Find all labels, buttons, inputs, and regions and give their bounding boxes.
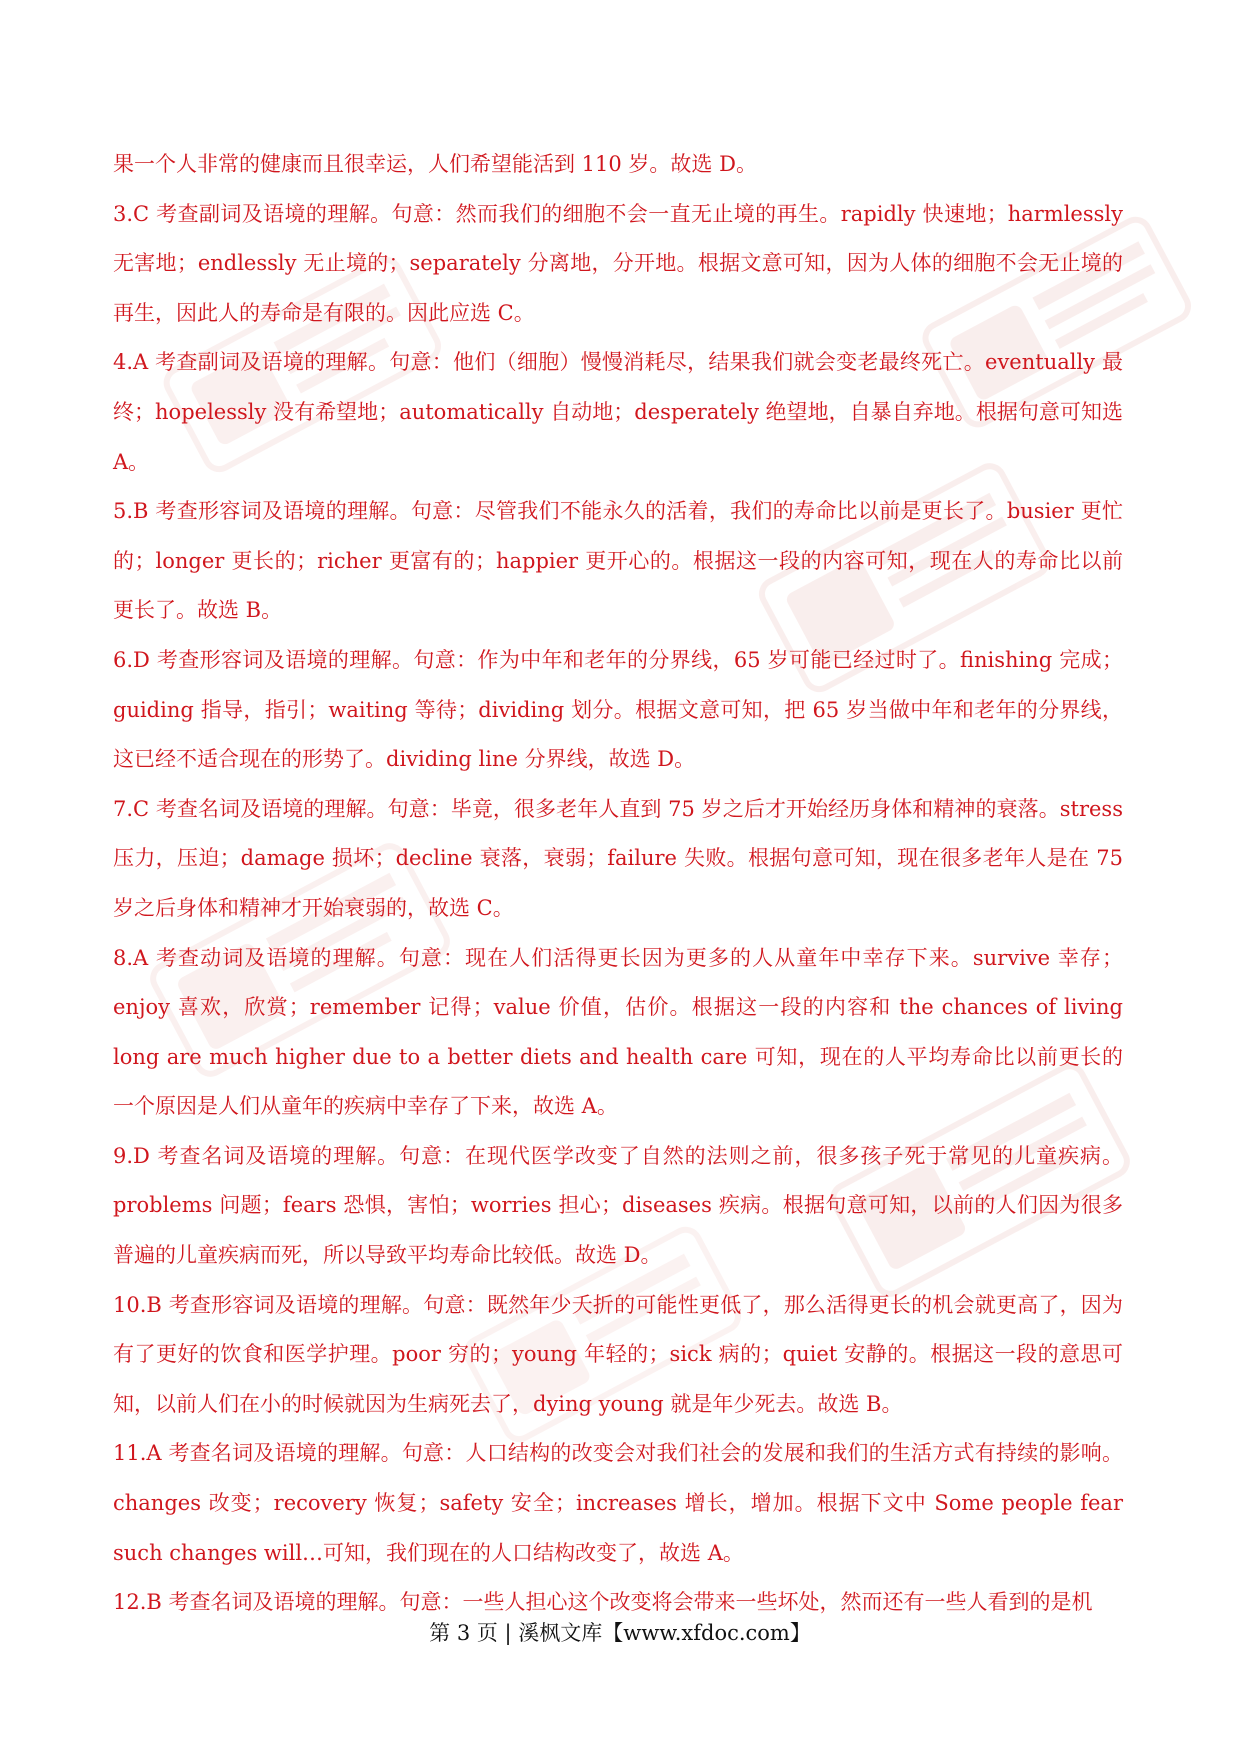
paragraph-answer-4: 4.A 考查副词及语境的理解。句意：他们（细胞）慢慢消耗尽，结果我们就会变老最终死亡。eventually 最终；hopelessly 没有希望地；automatically 自动地；desperately 绝望地，自暴自弃地。根据句意可知选 A。 (113, 350, 1123, 474)
paragraph-answer-12: 12.B 考查名词及语境的理解。句意：一些人担心这个改变将会带来一些坏处，然而还有一些人看到的是机 (113, 1590, 1093, 1615)
page-footer: 第 3 页 | 溪枫文库【www.xfdoc.com】 (429, 1621, 811, 1645)
paragraph-answer-11: 11.A 考查名词及语境的理解。句意：人口结构的改变会对我们社会的发展和我们的生活方式有持续的影响。changes 改变；recovery 恢复；safety 安全；increases 增长，增加。根据下文中 Some people fear such changes will…可知，我们现在的人口结构改变了，故选 A。 (113, 1441, 1123, 1565)
paragraph-answer-3: 3.C 考查副词及语境的理解。句意：然而我们的细胞不会一直无止境的再生。rapidly 快速地；harmlessly 无害地；endlessly 无止境的；separately 分离地，分开地。根据文意可知，因为人体的细胞不会无止境的再生，因此人的寿命是有限的。因此应选 C。 (113, 201, 1123, 325)
paragraph-answer-9: 9.D 考查名词及语境的理解。句意：在现代医学改变了自然的法则之前，很多孩子死于常见的儿童疾病。problems 问题；fears 恐惧，害怕；worries 担心；diseases 疾病。根据句意可知，以前的人们因为很多普遍的儿童疾病而死，所以导致平均寿命比较低。故选 D。 (113, 1143, 1123, 1268)
paragraph-answer-8: 8.A 考查动词及语境的理解。句意：现在人们活得更长因为更多的人从童年中幸存下来。survive 幸存；enjoy 喜欢，欣赏；remember 记得；value 价值，估价。根据这一段的内容和 the chances of living long are much higher due to a better diets and health care 可知，现在的人平均寿命比以前更长的一个原因是人们从童年的疾病中幸存了下来，故选 A。 (113, 945, 1123, 1119)
paragraph-answer-10: 10.B 考查形容词及语境的理解。句意：既然年少夭折的可能性更低了，那么活得更长的机会就更高了，因为有了更好的饮食和医学护理。poor 穷的；young 年轻的；sick 病的；quiet 安静的。根据这一段的意思可知，以前人们在小的时候就因为生病死去了，dying young 就是年少死去。故选 B。 (113, 1292, 1123, 1416)
paragraph-answer-5: 5.B 考查形容词及语境的理解。句意：尽管我们不能永久的活着，我们的寿命比以前是更长了。busier 更忙的；longer 更长的；richer 更富有的；happier 更开心的。根据这一段的内容可知，现在人的寿命比以前更长了。故选 B。 (113, 499, 1123, 623)
paragraph-answer-6: 6.D 考查形容词及语境的理解。句意：作为中年和老年的分界线，65 岁可能已经过时了。finishing 完成；guiding 指导，指引；waiting 等待；dividing 划分。根据文意可知，把 65 岁当做中年和老年的分界线，这已经不适合现在的形势了。dividing line 分界线，故选 D。 (113, 647, 1123, 772)
answer-explanations (113, 140, 1123, 1628)
paragraph-answer-7: 7.C 考查名词及语境的理解。句意：毕竟，很多老年人直到 75 岁之后才开始经历身体和精神的衰落。stress 压力，压迫；damage 损坏；decline 衰落，衰弱；failure 失败。根据句意可知，现在很多老年人是在 75 岁之后身体和精神才开始衰弱的，故选 C。 (113, 796, 1123, 920)
paragraph-continuation: 果一个人非常的健康而且很幸运，人们希望能活到 110 岁。故选 D。 (113, 152, 757, 176)
